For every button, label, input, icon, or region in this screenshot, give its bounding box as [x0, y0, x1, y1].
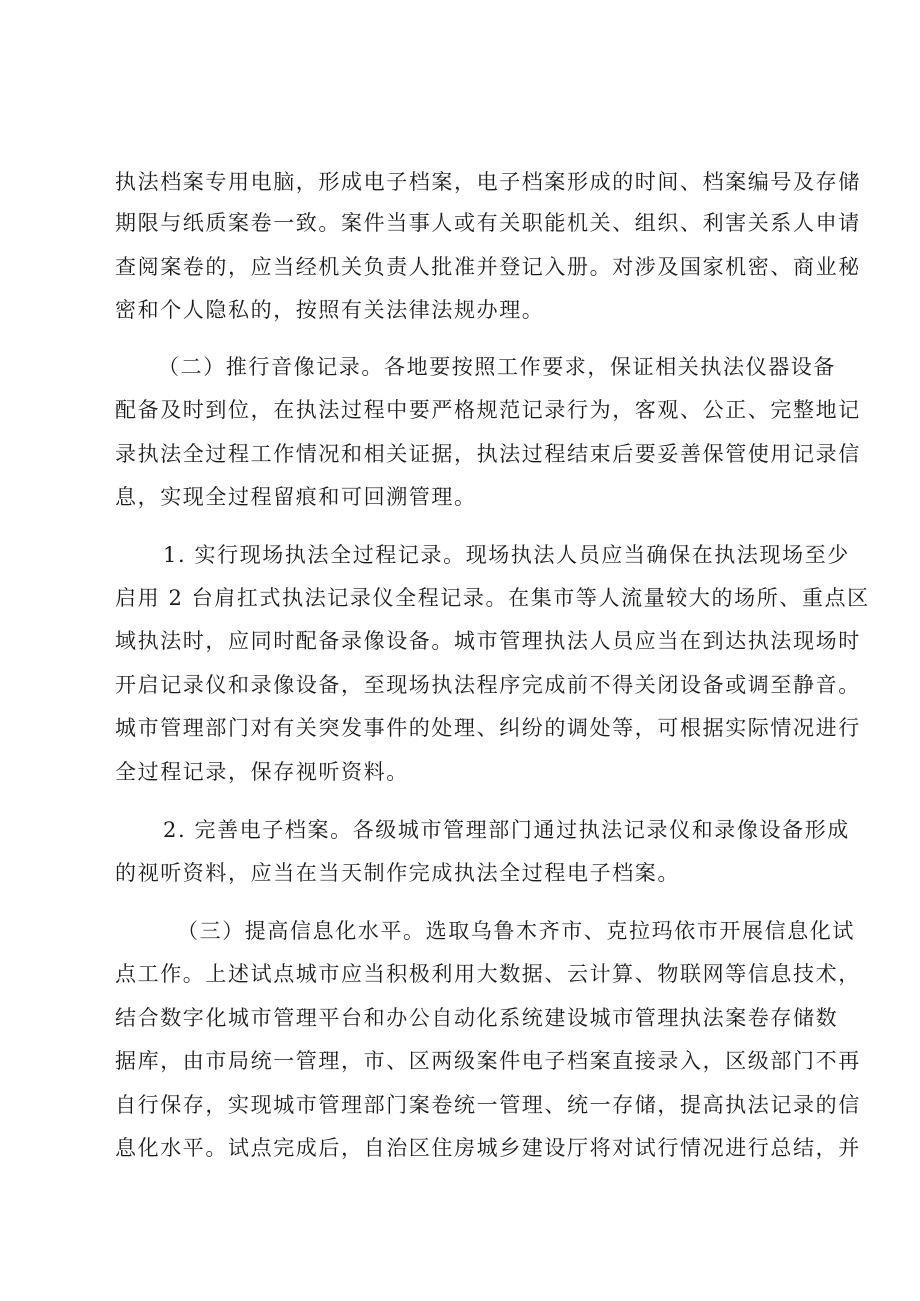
text-line: 期限与纸质案卷一致。案件当事人或有关职能机关、组织、利害关系人申请	[115, 211, 861, 235]
text-line: 执法档案专用电脑，形成电子档案，电子档案形成的时间、档案编号及存储	[115, 170, 861, 194]
section-heading-line: （二）推行音像记录。各地要按照工作要求，保证相关执法仪器设备	[158, 355, 836, 379]
text-line: 的视听资料，应当在当天制作完成执法全过程电子档案。	[115, 861, 680, 885]
section-heading-line: （三）提高信息化水平。选取乌鲁木齐市、克拉玛依市开展信息化试	[177, 919, 855, 943]
text-line: 录执法全过程工作情况和相关证据，执法过程结束后要妥善保管使用记录信	[115, 442, 861, 466]
text-line: 配备及时到位，在执法过程中要严格规范记录行为，客观、公正、完整地记	[115, 398, 861, 422]
item-heading-line: 1. 实行现场执法全过程记录。现场执法人员应当确保在执法现场至少	[163, 543, 850, 567]
text-line: 启用 2 台肩扛式执法记录仪全程记录。在集市等人流量较大的场所、重点区	[115, 586, 870, 610]
text-line: 据库，由市局统一管理，市、区两级案件电子档案直接录入，区级部门不再	[115, 1049, 861, 1073]
text-line: 城市管理部门对有关突发事件的处理、纠纷的调处等，可根据实际情况进行	[115, 716, 861, 740]
text-line: 域执法时，应同时配备录像设备。城市管理执法人员应当在到达执法现场时	[115, 629, 861, 653]
item-heading-line: 2. 完善电子档案。各级城市管理部门通过执法记录仪和录像设备形成	[163, 818, 850, 842]
text-line: 点工作。上述试点城市应当积极利用大数据、云计算、物联网等信息技术，	[115, 962, 861, 986]
text-line: 开启记录仪和录像设备，至现场执法程序完成前不得关闭设备或调至静音。	[115, 673, 861, 697]
text-line: 结合数字化城市管理平台和办公自动化系统建设城市管理执法案卷存储数	[115, 1006, 839, 1030]
text-line: 密和个人隐私的，按照有关法律法规办理。	[115, 298, 545, 322]
text-line: 自行保存，实现城市管理部门案卷统一管理、统一存储，提高执法记录的信	[115, 1093, 861, 1117]
text-line: 查阅案卷的，应当经机关负责人批准并登记入册。对涉及国家机密、商业秘	[115, 255, 861, 279]
text-line: 息，实现全过程留痕和可回溯管理。	[115, 485, 477, 509]
text-line: 全过程记录，保存视听资料。	[115, 760, 409, 784]
text-line: 息化水平。试点完成后，自治区住房城乡建设厅将对试行情况进行总结，并	[115, 1136, 861, 1160]
